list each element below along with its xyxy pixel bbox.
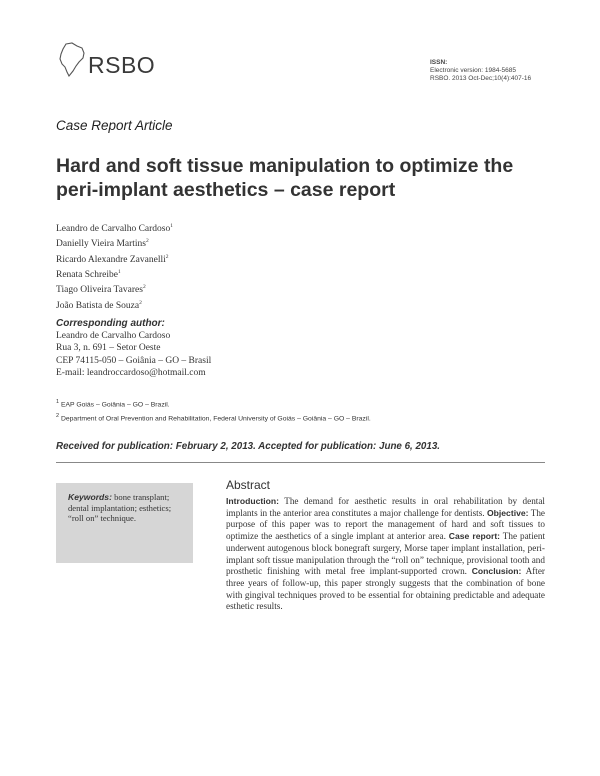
author: Leandro de Carvalho Cardoso$^1$: [56, 223, 173, 235]
citation: RSBO. 2013 Oct-Dec;10(4):407-16: [430, 75, 532, 82]
author: João Batista de Souza$^2$: [56, 299, 142, 311]
journal-logo: [58, 42, 178, 82]
journal-logo-text: RSBO: [88, 52, 156, 78]
abstract-heading: Abstract: [226, 478, 271, 492]
corresponding-postal: CEP 74115-050 – Goiânia – GO – Brasil: [56, 355, 212, 366]
abstract-body: [226, 496, 545, 613]
corresponding-author: [56, 318, 211, 379]
author: Danielly Vieira Martins$^2$: [56, 238, 149, 250]
abstract-intro-text: The demand for aesthetic results in oral rehabilitation by dental implants in the anterior area constitutes a major challenge for dentists.: [226, 496, 545, 518]
keywords-label: Keywords:: [68, 492, 112, 502]
keywords: [68, 492, 183, 524]
corresponding-heading: Corresponding author:: [56, 318, 165, 329]
article-title: Hard and soft tissue manipulation to optimize the peri-implant aesthetics – case report: [56, 155, 514, 201]
keywords-text: bone transplant; dental implantation; esthetics; “roll on” technique.: [68, 492, 172, 524]
abstract-conclusion-label: Conclusion:: [471, 566, 522, 577]
affiliation: $^1$ EAP Goiás – Goiânia – GO – Brazil.: [56, 399, 170, 409]
author: Ricardo Alexandre Zavanelli$^2$: [56, 253, 169, 265]
affiliation: $^2$ Department of Oral Prevention and Rehabilitation, Federal University of Goiás – Goiânia – GO – Brazil.: [56, 412, 371, 423]
abstract-case-text: The patient underwent autogenous block bonegraft surgery, Morse taper implant installation, peri-implant soft tissue manipulation through the “roll on” technique, provisional tooth and prosthetic finishing with metal free implant-supported crown.: [226, 531, 545, 577]
abstract-conclusion-text: After three years of follow-up, this paper strongly suggests that the combination of bone with gingival techniques proved to be essential for obtaining predictable and adequate esthetic results.: [226, 566, 545, 612]
abstract-objective-text: The purpose of this paper was to report the management of hard and soft tissues to optimize the aesthetics of a single implant at anterior area.: [226, 507, 546, 542]
divider: [56, 462, 545, 463]
abstract-intro-label: Introduction:: [226, 496, 279, 506]
author: Tiago Oliveira Tavares$^2$: [56, 284, 146, 296]
article-type: Case Report Article: [56, 118, 173, 133]
publication-dates: Received for publication: February 2, 2013. Accepted for publication: June 6, 2013.: [56, 441, 441, 452]
abstract-objective-label: Objective:: [486, 507, 529, 518]
electronic-version: Electronic version: 1984-5685: [430, 67, 516, 74]
corresponding-email: E-mail: leandroccardoso@hotmail.com: [56, 367, 206, 378]
author: Renata Schreibe$^1$: [56, 269, 121, 281]
brazil-map-icon: [58, 42, 86, 78]
issn-label: ISSN:: [430, 59, 448, 66]
affiliations: [56, 397, 371, 425]
abstract-case-label: Case report:: [448, 531, 501, 542]
corresponding-street: Rua 3, n. 691 – Setor Oeste: [56, 343, 161, 354]
author-list: [56, 220, 173, 312]
corresponding-name: Leandro de Carvalho Cardoso: [56, 331, 171, 342]
issn-block: [430, 59, 531, 83]
